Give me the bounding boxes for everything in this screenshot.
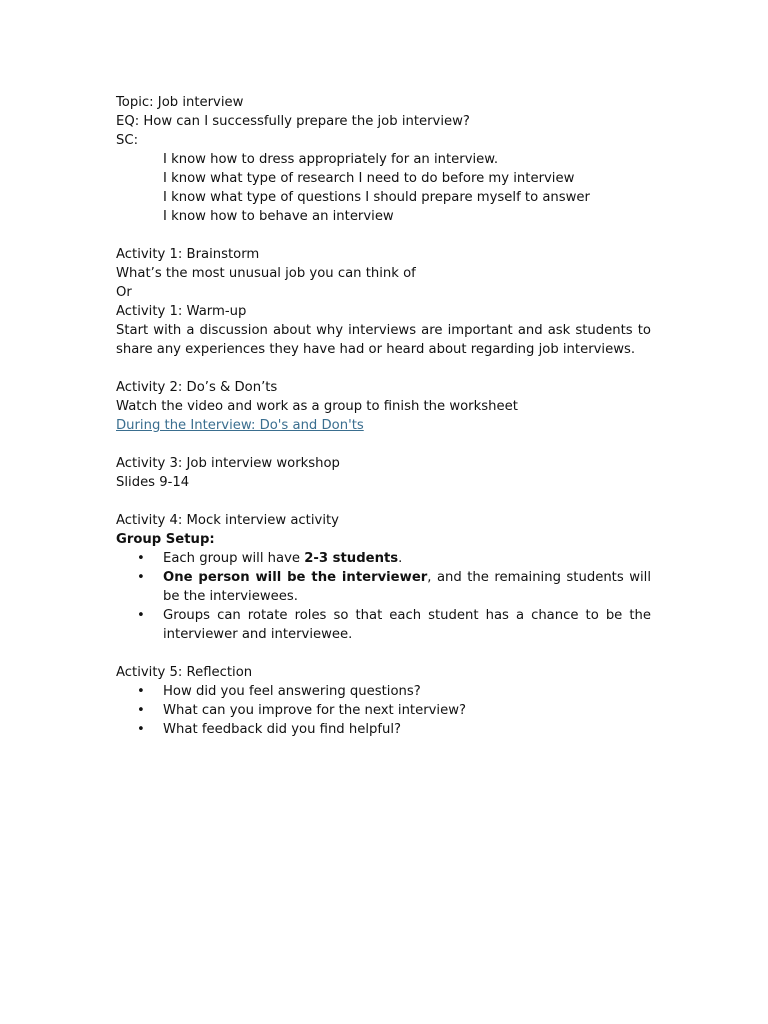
list-item	[116, 606, 651, 644]
spacer	[116, 435, 651, 454]
list-item-text: What can you improve for the next interview?	[163, 703, 466, 718]
activity2-title: Activity 2: Do’s & Don’ts	[116, 380, 278, 395]
activity1-alt-title: Activity 1: Warm-up	[116, 304, 247, 319]
video-link[interactable]: During the Interview: Do's and Don'ts	[116, 418, 364, 433]
spacer	[116, 359, 651, 378]
spacer	[116, 644, 651, 663]
bullet-icon: •	[137, 684, 145, 699]
bullet-icon: •	[137, 608, 145, 623]
activity5-title: Activity 5: Reflection	[116, 665, 253, 680]
reflection-list	[116, 682, 651, 739]
activity1-prompt: What’s the most unusual job you can think of	[116, 266, 416, 281]
bullet-icon: •	[137, 570, 145, 585]
bullet-icon: •	[137, 551, 145, 566]
group-setup-label: Group Setup:	[116, 532, 215, 547]
success-criterion: I know how to behave an interview	[163, 209, 394, 224]
list-item-text: Each group will have	[163, 551, 305, 566]
topic-line: Topic: Job interview	[116, 95, 244, 110]
list-item	[116, 701, 651, 720]
list-item	[116, 682, 651, 701]
success-criterion: I know what type of research I need to do before my interview	[163, 171, 575, 186]
list-item	[116, 720, 651, 739]
success-criterion: I know how to dress appropriately for an interview.	[163, 152, 499, 167]
list-item-text: .	[398, 551, 403, 566]
spacer	[116, 492, 651, 511]
essential-question: EQ: How can I successfully prepare the job interview?	[116, 114, 470, 129]
activity3-title: Activity 3: Job interview workshop	[116, 456, 340, 471]
list-item	[116, 568, 651, 606]
bullet-icon: •	[137, 703, 145, 718]
list-item	[116, 549, 651, 568]
group-setup-list	[116, 549, 651, 644]
document-body	[116, 93, 651, 739]
activity1-title: Activity 1: Brainstorm	[116, 247, 260, 262]
list-item-emphasis: 2-3 students	[304, 551, 399, 566]
spacer	[116, 226, 651, 245]
success-criteria-label: SC:	[116, 133, 139, 148]
list-item-emphasis: One person will be the interviewer	[163, 570, 428, 585]
success-criterion: I know what type of questions I should prepare myself to answer	[163, 190, 590, 205]
list-item-text: Groups can rotate roles so that each student has a chance to be the interviewer and interviewee.	[163, 608, 651, 642]
list-item-text: What feedback did you find helpful?	[163, 722, 402, 737]
activity1-alt-text: Start with a discussion about why interviews are important and ask students to share any experiences they have had or heard about regarding job interviews.	[116, 323, 651, 357]
activity3-text: Slides 9-14	[116, 475, 190, 490]
bullet-icon: •	[137, 722, 145, 737]
activity2-text: Watch the video and work as a group to finish the worksheet	[116, 399, 518, 414]
activity1-or: Or	[116, 285, 132, 300]
activity4-title: Activity 4: Mock interview activity	[116, 513, 339, 528]
list-item-text: How did you feel answering questions?	[163, 684, 421, 699]
list-item-text: , and the remaining students will be the interviewees.	[163, 570, 651, 604]
